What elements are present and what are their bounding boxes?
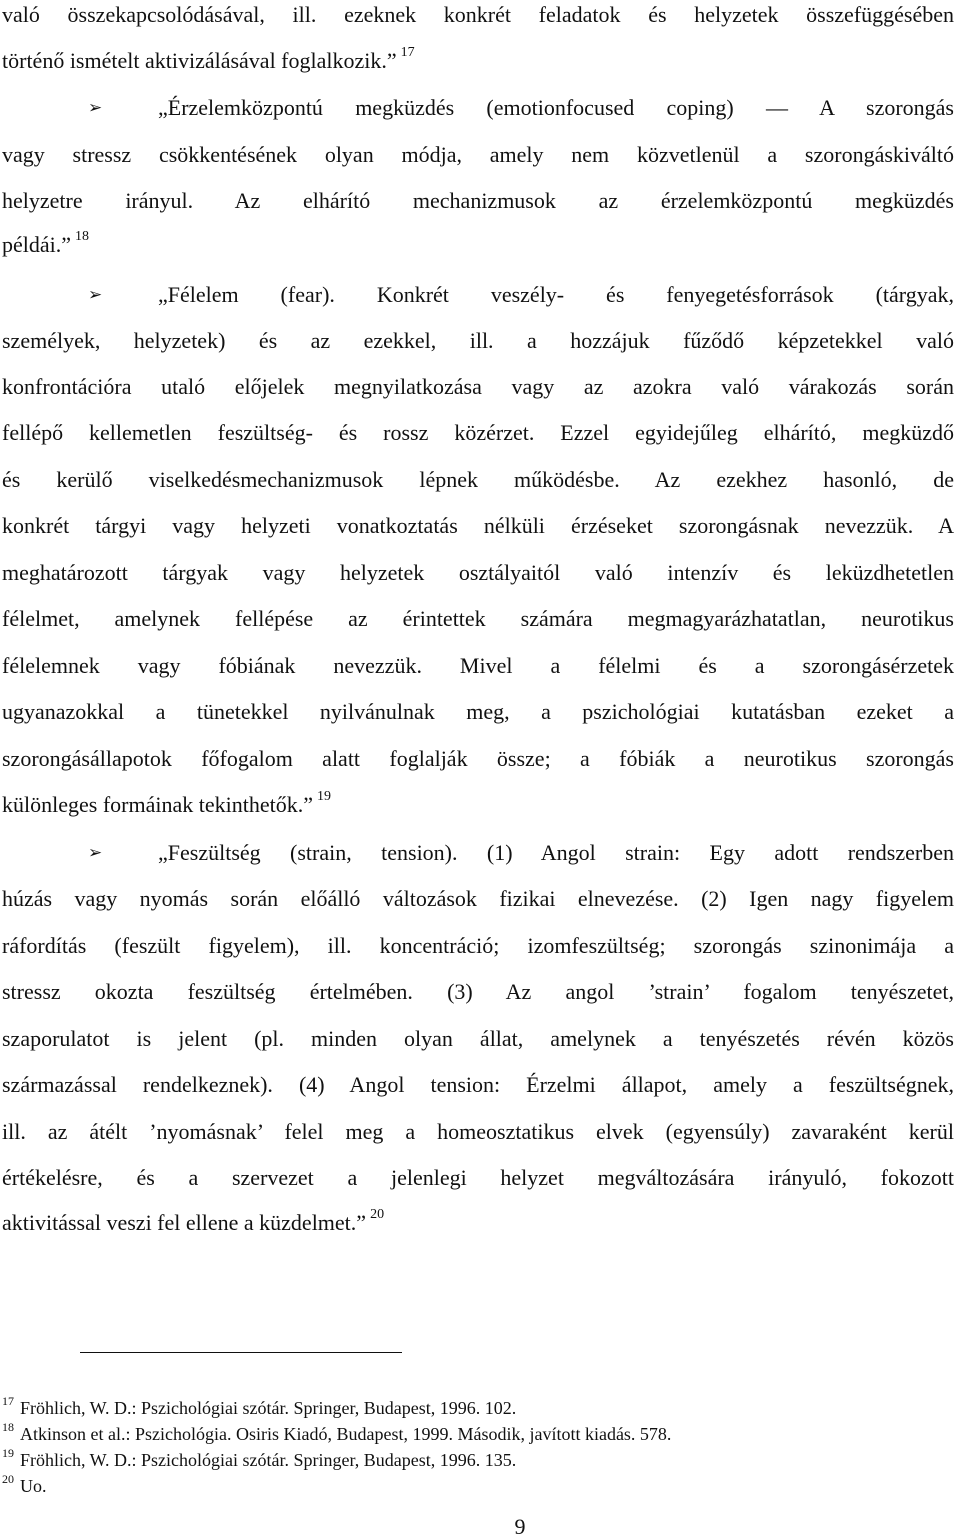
body-text-line [2, 46, 954, 76]
body-text-line: félelemnek vagy fóbiának nevezzük. Mivel a félelmi és a szorongásérzetek [2, 653, 954, 678]
arrow-bullet-icon: ➢ [88, 98, 103, 118]
footnote-number: 17 [2, 1394, 14, 1408]
bullet-text-line: „Feszültség (strain, tension). (1) Angol strain: Egy adott rendszerben [158, 840, 954, 865]
body-text: példái.” [2, 232, 72, 257]
footnote [2, 1420, 922, 1445]
footnote-number: 19 [2, 1446, 14, 1460]
footnote-ref: 18 [75, 229, 90, 244]
footnote [2, 1472, 922, 1497]
body-text-line: és kerülő viselkedésmechanizmusok lépnek működésbe. Az ezekhez hasonló, de [2, 467, 954, 492]
footnote-ref: 19 [316, 789, 331, 804]
footnote-text: Fröhlich, W. D.: Pszichológiai szótár. Springer, Budapest, 1996. 135. [20, 1450, 517, 1470]
bullet-text-line: „Félelem (fear). Konkrét veszély- és fenyegetésforrások (tárgyak, [158, 282, 954, 307]
body-text: aktivitással veszi fel ellene a küzdelmet.” [2, 1210, 367, 1235]
body-text-line: konkrét tárgyi vagy helyzeti vonatkoztatás nélküli érzéseket szorongásnak nevezzük. A [2, 513, 954, 538]
body-text-line: meghatározott tárgyak vagy helyzetek osztályaitól való intenzív és leküzdhetetlen [2, 560, 954, 585]
body-text-line: személyek, helyzetek) és az ezekkel, ill. a hozzájuk fűződő képzetekkel való [2, 328, 954, 353]
body-text-line: félelmet, amelynek fellépése az érintettek számára megmagyarázhatatlan, neurotikus [2, 606, 954, 631]
footnote [2, 1446, 922, 1471]
arrow-bullet-icon: ➢ [88, 843, 103, 863]
footnote-number: 20 [2, 1472, 14, 1486]
footnote-number: 18 [2, 1420, 14, 1434]
footnote-text: Atkinson et al.: Pszichológia. Osiris Kiadó, Budapest, 1999. Második, javított kiadás. 578. [20, 1424, 672, 1444]
body-text: különleges formáinak tekinthetők.” [2, 792, 313, 817]
page-number: 9 [514, 1514, 526, 1539]
footnote [2, 1394, 922, 1419]
bullet-text-line: „Érzelemközpontú megküzdés (emotionfocused coping) ― A szorongás [158, 95, 954, 120]
footnote-ref: 20 [370, 1207, 385, 1222]
footnote-separator [80, 1352, 402, 1353]
body-text-line: helyzetre irányul. Az elhárító mechanizmusok az érzelemközpontú megküzdés [2, 188, 954, 213]
footnote-ref: 17 [400, 45, 415, 60]
body-text-line: fellépő kellemetlen feszültség- és rossz közérzet. Ezzel egyidejűleg elhárító, megküzdő [2, 420, 954, 445]
body-text-line: konfrontációra utaló előjelek megnyilatkozása vagy az azokra való várakozás során [2, 374, 954, 399]
body-text-line: ugyanazokkal a tünetekkel nyilvánulnak meg, a pszichológiai kutatásban ezeket a [2, 699, 954, 724]
body-text-line: szorongásállapotok főfogalom alatt foglalják össze; a fóbiák a neurotikus szorongás [2, 746, 954, 771]
body-text-line: értékelésre, és a szervezet a jelenlegi helyzet megváltozására irányuló, fokozott [2, 1165, 954, 1190]
footnote-text: Uo. [20, 1476, 47, 1496]
body-text-line [2, 230, 954, 260]
body-text-line: stressz okozta feszültség értelmében. (3) Az angol ’strain’ fogalom tenyészetet, [2, 979, 954, 1004]
body-text-line: húzás vagy nyomás során előálló változások fizikai elnevezése. (2) Igen nagy figyelem [2, 886, 954, 911]
body-text-line: való összekapcsolódásával, ill. ezeknek konkrét feladatok és helyzetek összefüggésében [2, 2, 954, 27]
body-text-line: szaporulatot is jelent (pl. minden olyan állat, amelynek a tenyészetés révén közös [2, 1026, 954, 1051]
body-text-line: származással rendelkeznek). (4) Angol tension: Érzelmi állapot, amely a feszültségnek, [2, 1072, 954, 1097]
body-text: történő ismételt aktivizálásával foglalkozik.” [2, 48, 397, 73]
body-text-line [2, 790, 954, 820]
body-text-line: vagy stressz csökkentésének olyan módja, amely nem közvetlenül a szorongáskiváltó [2, 142, 954, 167]
body-text-line: ill. az átélt ’nyomásnak’ felel meg a homeosztatikus elvek (egyensúly) zavaraként kerül [2, 1119, 954, 1144]
footnote-text: Fröhlich, W. D.: Pszichológiai szótár. Springer, Budapest, 1996. 102. [20, 1398, 517, 1418]
arrow-bullet-icon: ➢ [88, 285, 103, 305]
body-text-line [2, 1208, 954, 1238]
body-text-line: ráfordítás (feszült figyelem), ill. koncentráció; izomfeszültség; szorongás szinonimája a [2, 933, 954, 958]
